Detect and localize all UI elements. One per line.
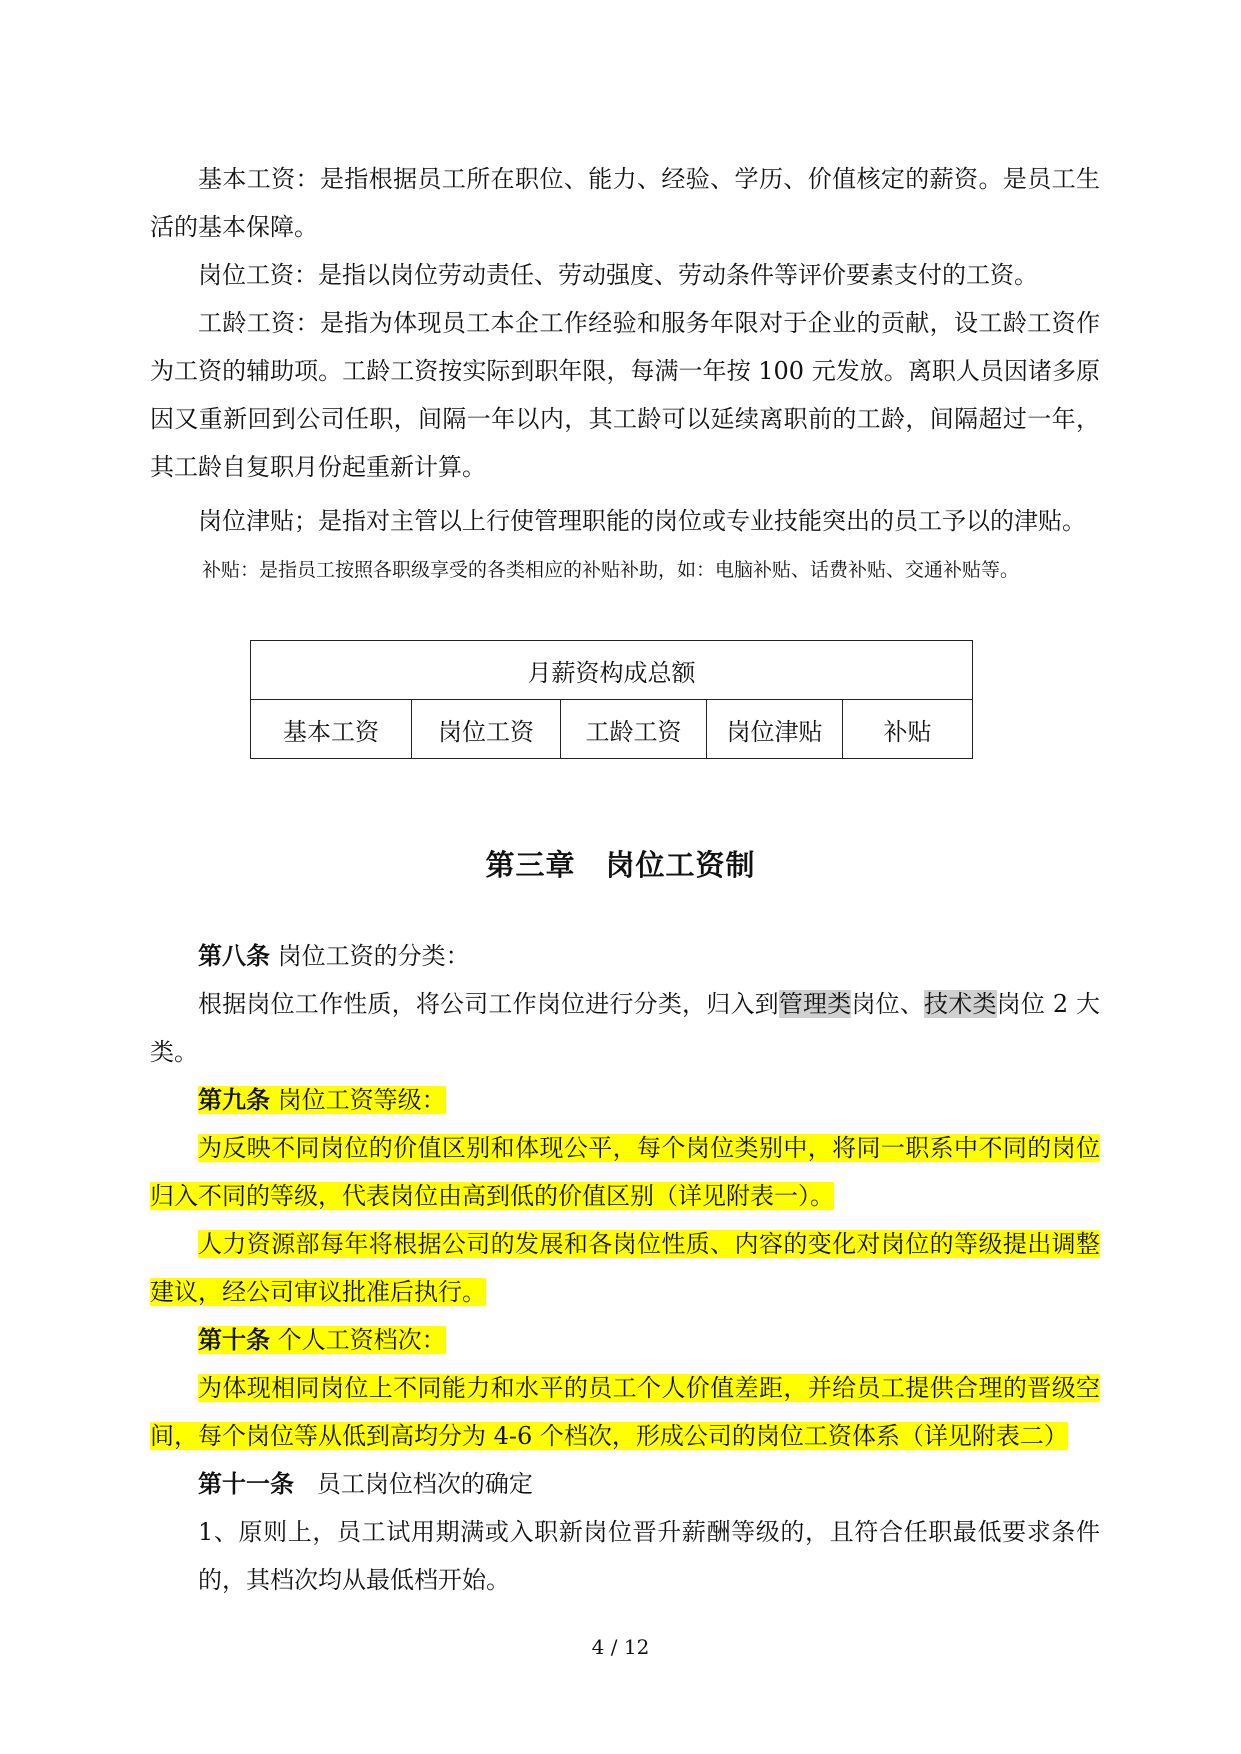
highlight-management: 管理类 bbox=[778, 990, 852, 1018]
salary-composition-table bbox=[250, 640, 973, 759]
table-header: 月薪资构成总额 bbox=[251, 641, 973, 700]
article-11-item-1: 1、原则上，员工试用期满或入职新岗位晋升薪酬等级的，且符合任职最低要求条件的，其档次均从最低档开始。 bbox=[198, 1518, 1100, 1594]
article-11-heading: 第十一条 员工岗位档次的确定 bbox=[198, 1469, 533, 1498]
article-10-para-1: 为体现相同岗位上不同能力和水平的员工个人价值差距，并给员工提供合理的晋级空间，每个岗位等从低到高均分为 4-6 个档次，形成公司的岗位工资体系（详见附表二） bbox=[150, 1374, 1100, 1450]
table-cell: 岗位津贴 bbox=[707, 700, 843, 759]
table-row bbox=[251, 700, 973, 759]
highlight-technical: 技术类 bbox=[924, 990, 997, 1018]
article-10-heading: 第十条 个人工资档次： bbox=[198, 1325, 446, 1354]
article-9-para-2: 人力资源部每年将根据公司的发展和各岗位性质、内容的变化对岗位的等级提出调整建议，经公司审议批准后执行。 bbox=[150, 1230, 1100, 1306]
para-position-allowance: 岗位津贴；是指对主管以上行使管理职能的岗位或专业技能突出的员工予以的津贴。 bbox=[198, 507, 1086, 535]
para-basic-salary: 基本工资：是指根据员工所在职位、能力、经验、学历、价值核定的薪资。是员工生活的基本保障。 bbox=[150, 165, 1100, 241]
table-cell: 基本工资 bbox=[251, 700, 412, 759]
article-9-para-1: 为反映不同岗位的价值区别和体现公平，每个岗位类别中，将同一职系中不同的岗位归入不同的等级，代表岗位由高到低的价值区别（详见附表一）。 bbox=[150, 1134, 1100, 1210]
article-8-body: 根据岗位工作性质，将公司工作岗位进行分类，归入到管理类岗位、技术类岗位 2 大类。 bbox=[150, 990, 1101, 1066]
table-cell: 工龄工资 bbox=[561, 700, 707, 759]
page-number: 4 / 12 bbox=[591, 1635, 650, 1659]
article-8-heading: 第八条 岗位工资的分类： bbox=[198, 941, 470, 970]
para-subsidy: 补贴：是指员工按照各职级享受的各类相应的补贴补助，如：电脑补贴、话费补贴、交通补贴等。 bbox=[202, 559, 1020, 581]
table-cell: 补贴 bbox=[843, 700, 973, 759]
article-9-heading: 第九条 岗位工资等级： bbox=[198, 1085, 446, 1114]
chapter-title: 第三章 岗位工资制 bbox=[485, 848, 756, 882]
para-seniority-salary: 工龄工资：是指为体现员工本企工作经验和服务年限对于企业的贡献，设工龄工资作为工资的辅助项。工龄工资按实际到职年限，每满一年按 100 元发放。离职人员因诸多原因又重新回到公司任职，间隔一年以内，其工龄可以延续离职前的工龄，间隔超过一年，其工龄自复职月份起重新计算。 bbox=[150, 309, 1100, 481]
para-position-salary: 岗位工资：是指以岗位劳动责任、劳动强度、劳动条件等评价要素支付的工资。 bbox=[198, 261, 1038, 289]
table-cell: 岗位工资 bbox=[412, 700, 561, 759]
